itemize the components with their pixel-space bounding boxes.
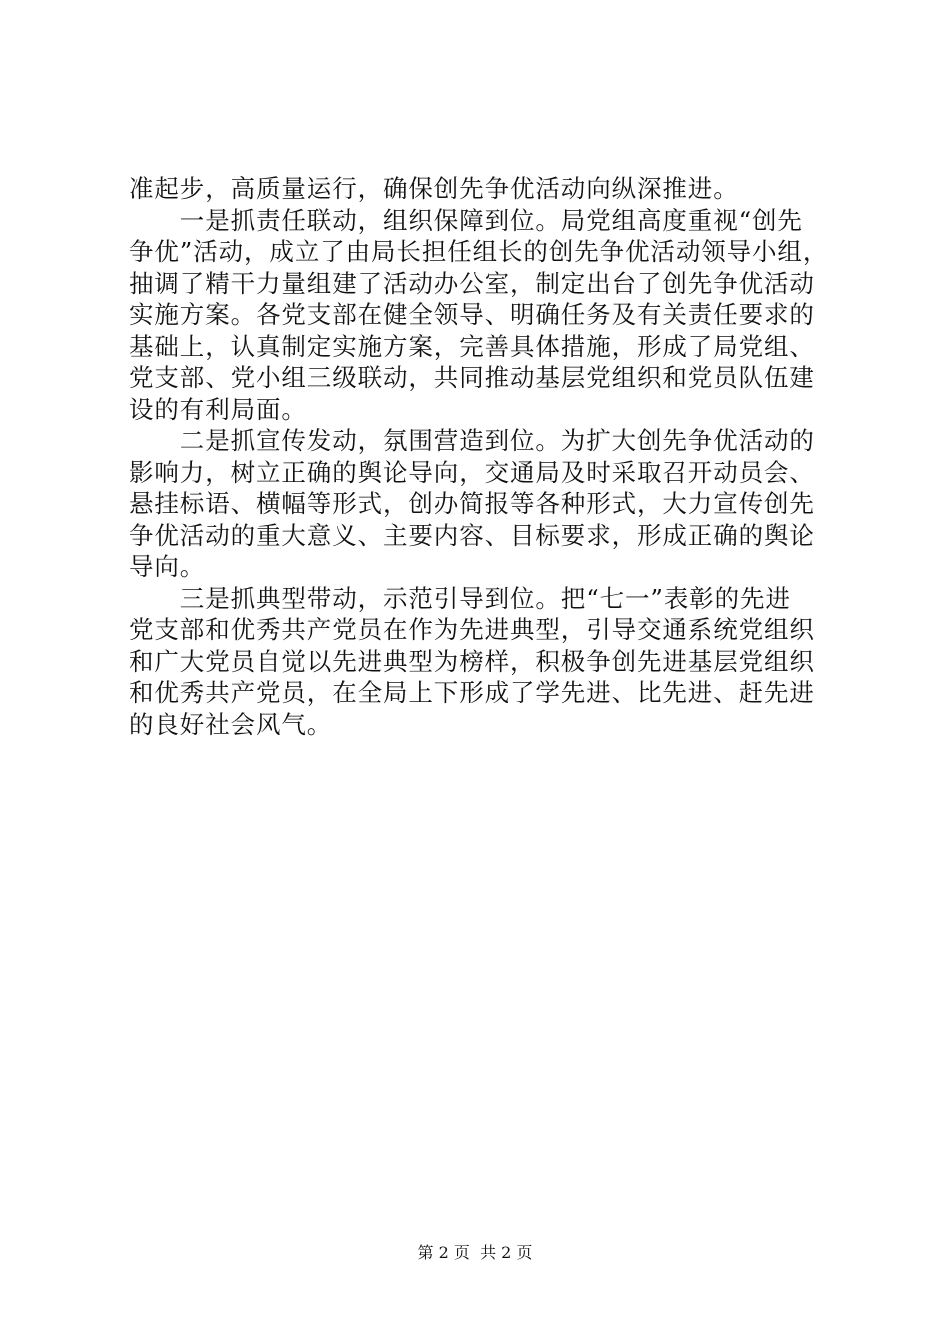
text-line: 实施方案。各党支部在健全领导、明确任务及有关责任要求的 bbox=[129, 300, 815, 329]
text-line: 影响力，树立正确的舆论导向，交通局及时采取召开动员会、 bbox=[129, 457, 815, 487]
page-number-footer: 第 2 页 共 2 页 bbox=[417, 1243, 533, 1262]
text-line: 争优活动的重大意义、主要内容、目标要求，形成正确的舆论 bbox=[129, 520, 815, 550]
text-line: 准起步，高质量运行，确保创先争优活动向纵深推进。 bbox=[129, 174, 739, 203]
text-line: 悬挂标语、横幅等形式，创办简报等各种形式，大力宣传创先 bbox=[129, 489, 815, 518]
text-line: 党支部、党小组三级联动，共同推动基层党组织和党员队伍建 bbox=[129, 363, 815, 392]
text-line: 导向。 bbox=[129, 552, 206, 581]
text-line: 抽调了精干力量组建了活动办公室，制定出台了创先争优活动 bbox=[129, 268, 815, 298]
text-line: 的良好社会风气。 bbox=[129, 709, 333, 739]
text-line: 一是抓责任联动，组织保障到位。局党组高度重视“创先 bbox=[129, 205, 803, 235]
text-line: 和优秀共产党员，在全局上下形成了学先进、比先进、赶先进 bbox=[129, 678, 815, 707]
text-line: 争优”活动，成立了由局长担任组长的创先争优活动领导小组， bbox=[129, 237, 829, 266]
text-line: 三是抓典型带动，示范引导到位。把“七一”表彰的先进 bbox=[129, 583, 791, 613]
body-text bbox=[129, 173, 833, 740]
text-line: 二是抓宣传发动，氛围营造到位。为扩大创先争优活动的 bbox=[129, 426, 815, 455]
text-line: 设的有利局面。 bbox=[129, 394, 307, 424]
text-line: 基础上，认真制定实施方案，完善具体措施，形成了局党组、 bbox=[129, 331, 815, 361]
text-line: 和广大党员自觉以先进典型为榜样，积极争创先进基层党组织 bbox=[129, 646, 815, 676]
text-line: 党支部和优秀共产党员在作为先进典型，引导交通系统党组织 bbox=[129, 615, 815, 644]
